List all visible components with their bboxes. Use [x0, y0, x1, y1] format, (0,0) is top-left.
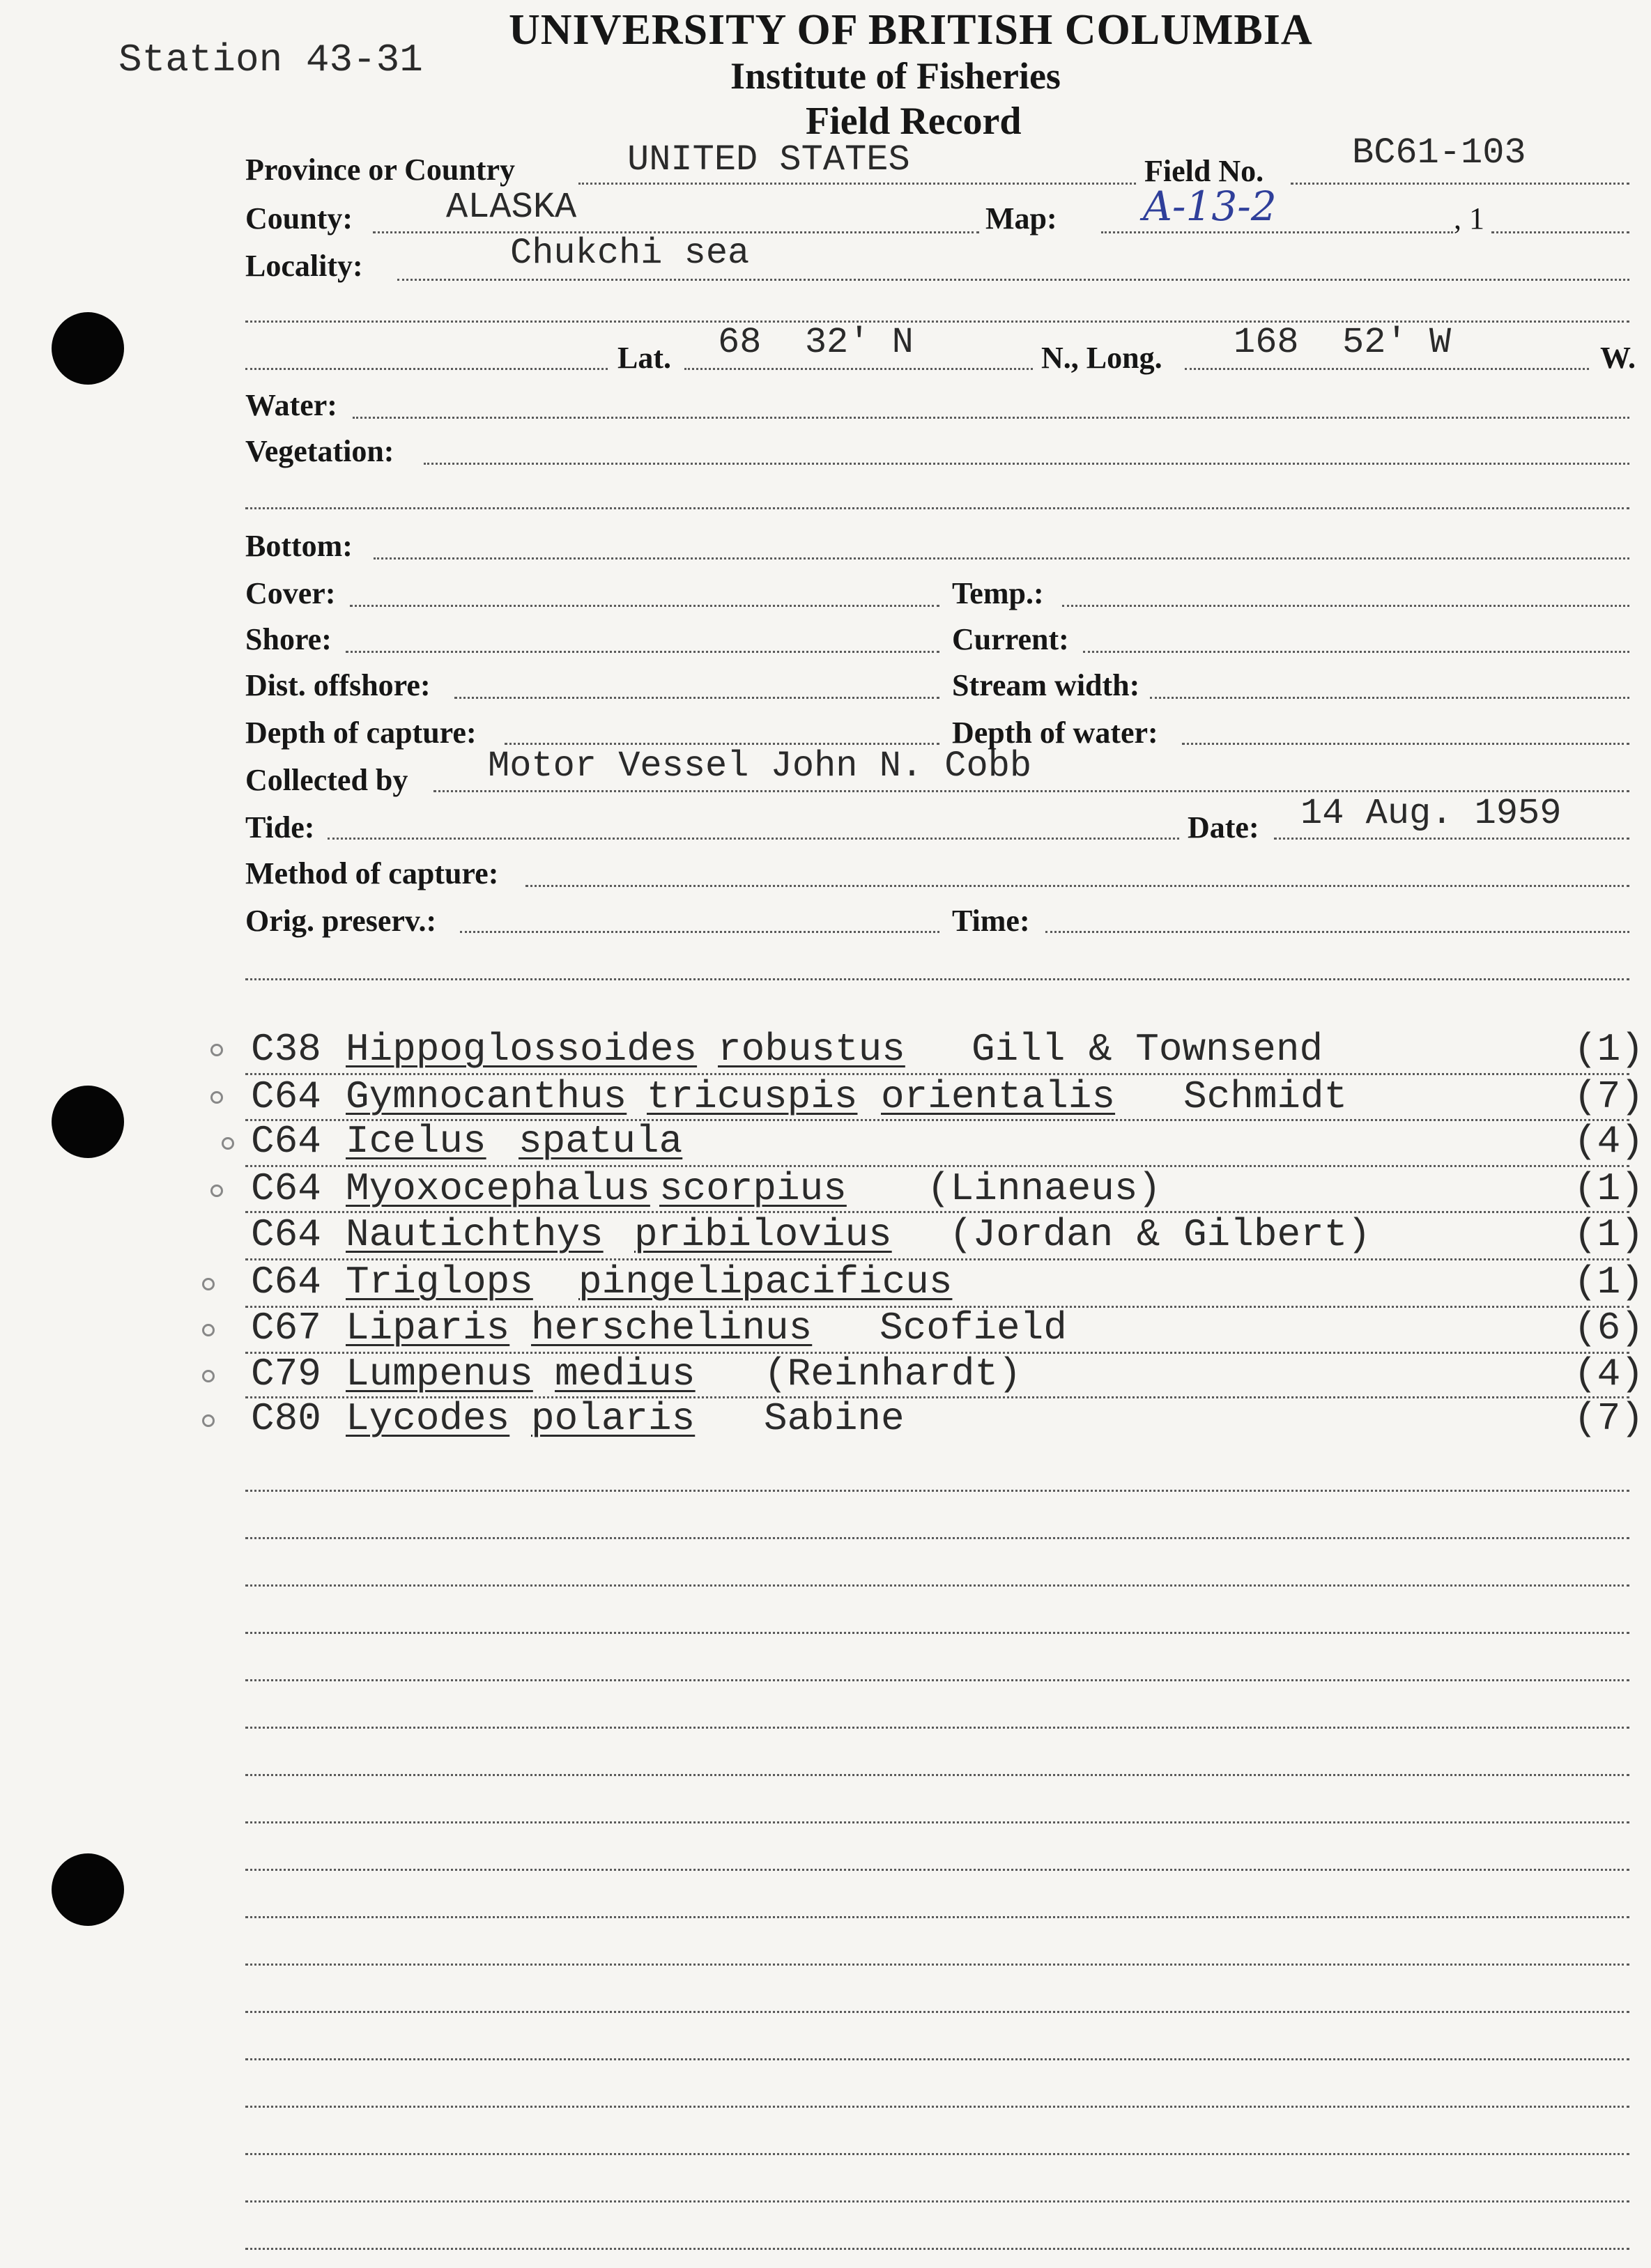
species-author: Sabine [764, 1396, 905, 1441]
species-code: C67 [251, 1306, 321, 1350]
species-count: (4) [1574, 1352, 1644, 1396]
stream-width-label: Stream width: [952, 668, 1140, 702]
species-code: C79 [251, 1352, 321, 1396]
species-epithet: pingeli [578, 1260, 743, 1304]
species-count: (1) [1574, 1212, 1644, 1257]
temp-label: Temp.: [952, 576, 1044, 610]
long-w-label: W. [1600, 341, 1636, 375]
county-value: ALASKA [446, 187, 577, 228]
depth-capture-label: Depth of capture: [245, 716, 477, 750]
method-label: Method of capture: [245, 856, 499, 890]
species-code: C64 [251, 1074, 321, 1119]
vegetation-label: Vegetation: [245, 434, 394, 468]
depth-water-label: Depth of water: [952, 716, 1158, 750]
date-value: 14 Aug. 1959 [1300, 793, 1562, 834]
species-genus: Lycodes [346, 1396, 510, 1441]
species-epithet: tricuspis [647, 1074, 858, 1119]
list-bullet [210, 1185, 223, 1197]
species-genus: Myoxocephalus [346, 1166, 650, 1211]
species-count: (7) [1574, 1396, 1644, 1441]
species-epithet: medius [555, 1352, 696, 1396]
list-bullet [222, 1137, 234, 1150]
species-code: C80 [251, 1396, 321, 1441]
species-code: C64 [251, 1212, 321, 1257]
species-author: Schmidt [1183, 1074, 1348, 1119]
list-bullet [202, 1414, 215, 1427]
punch-hole-top [52, 312, 124, 385]
species-subspecies: orientalis [881, 1074, 1116, 1119]
species-genus: Lumpenus [346, 1352, 533, 1396]
province-value: UNITED STATES [627, 139, 910, 180]
locality-label: Locality: [245, 249, 363, 283]
species-author: Gill & Townsend [972, 1027, 1323, 1072]
map-suffix: , 1 [1454, 201, 1484, 236]
punch-hole-middle [52, 1086, 124, 1158]
tide-label: Tide: [245, 810, 315, 844]
list-bullet [202, 1370, 215, 1382]
water-label: Water: [245, 388, 337, 422]
punch-hole-bottom [52, 1853, 124, 1926]
dist-offshore-label: Dist. offshore: [245, 668, 431, 702]
station-number: Station 43-31 [118, 38, 423, 82]
species-epithet: pribilovius [634, 1212, 892, 1257]
field-no-value: BC61-103 [1352, 132, 1526, 173]
species-genus: Gymnocanthus [346, 1074, 627, 1119]
collected-by-value: Motor Vessel John N. Cobb [488, 746, 1032, 787]
species-genus: Nautichthys [346, 1212, 604, 1257]
species-epithet: robustus [718, 1027, 905, 1072]
species-epithet: spatula [519, 1119, 683, 1164]
species-count: (1) [1574, 1260, 1644, 1304]
cover-label: Cover: [245, 576, 336, 610]
species-genus: Hippoglossoides [346, 1027, 698, 1072]
species-epithet: scorpius [659, 1166, 847, 1211]
long-label: N., Long. [1041, 341, 1162, 375]
list-bullet [202, 1278, 215, 1290]
species-code: C64 [251, 1119, 321, 1164]
species-author: (Jordan & Gilbert) [949, 1212, 1371, 1257]
species-count: (4) [1574, 1119, 1644, 1164]
species-genus: Triglops [346, 1260, 533, 1304]
orig-preserv-label: Orig. preserv.: [245, 904, 437, 938]
species-subspecies: pacificus [742, 1260, 953, 1304]
locality-value: Chukchi sea [510, 233, 750, 274]
species-count: (1) [1574, 1027, 1644, 1072]
record-title: Field Record [806, 100, 1022, 143]
species-count: (1) [1574, 1166, 1644, 1211]
bottom-label: Bottom: [245, 529, 353, 563]
species-epithet: polaris [531, 1396, 696, 1441]
list-bullet [202, 1324, 215, 1336]
species-count: (6) [1574, 1306, 1644, 1350]
species-genus: Liparis [346, 1306, 510, 1350]
species-code: C64 [251, 1166, 321, 1211]
lat-label: Lat. [617, 341, 671, 375]
species-author: (Reinhardt) [764, 1352, 1022, 1396]
province-label: Province or Country [245, 153, 515, 187]
county-label: County: [245, 201, 353, 236]
list-bullet [210, 1044, 223, 1056]
species-count: (7) [1574, 1074, 1644, 1119]
map-label: Map: [985, 201, 1057, 236]
species-code: C64 [251, 1260, 321, 1304]
time-label: Time: [952, 904, 1030, 938]
date-label: Date: [1188, 810, 1259, 844]
species-code: C38 [251, 1027, 321, 1072]
collected-by-label: Collected by [245, 763, 408, 797]
lat-value: 68 32' N [718, 322, 914, 363]
species-author: Scofield [880, 1306, 1067, 1350]
shore-label: Shore: [245, 622, 332, 656]
list-bullet [210, 1091, 223, 1104]
institute-title: Institute of Fisheries [730, 55, 1061, 97]
field-no-label: Field No. [1144, 154, 1264, 188]
current-label: Current: [952, 622, 1069, 656]
map-value: A-13-2 [1143, 183, 1277, 230]
species-genus: Icelus [346, 1119, 486, 1164]
species-author: (Linnaeus) [927, 1166, 1162, 1211]
species-epithet: herschelinus [531, 1306, 813, 1350]
university-title: UNIVERSITY OF BRITISH COLUMBIA [509, 6, 1313, 54]
long-value: 168 52' W [1234, 322, 1452, 363]
